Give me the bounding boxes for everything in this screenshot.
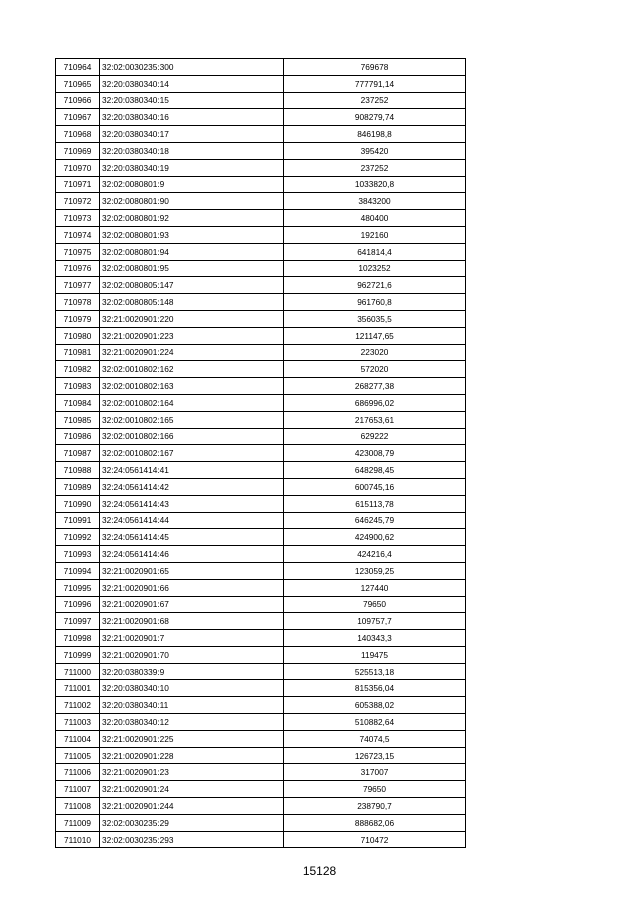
cell-id: 710992 — [56, 529, 100, 546]
cell-id: 710984 — [56, 394, 100, 411]
table-row — [56, 831, 466, 848]
cell-value: 815356,04 — [284, 680, 466, 697]
table-row — [56, 75, 466, 92]
cell-value: 615113,78 — [284, 495, 466, 512]
cell-value: 424216,4 — [284, 546, 466, 563]
cell-value: 126723,15 — [284, 747, 466, 764]
cell-cadastral-number: 32:21:0020901:24 — [100, 781, 284, 798]
cell-value: 888682,06 — [284, 814, 466, 831]
table-row — [56, 495, 466, 512]
cell-id: 710972 — [56, 193, 100, 210]
cell-id: 710973 — [56, 210, 100, 227]
table-row — [56, 59, 466, 76]
cell-cadastral-number: 32:02:0030235:29 — [100, 814, 284, 831]
cell-id: 711006 — [56, 764, 100, 781]
cell-value: 605388,02 — [284, 697, 466, 714]
cell-value: 1033820,8 — [284, 176, 466, 193]
cell-id: 711007 — [56, 781, 100, 798]
cell-id: 710986 — [56, 428, 100, 445]
table-row — [56, 529, 466, 546]
table-row — [56, 210, 466, 227]
cell-value: 1023252 — [284, 260, 466, 277]
cell-value: 962721,6 — [284, 277, 466, 294]
cell-id: 710989 — [56, 478, 100, 495]
cell-value: 223020 — [284, 344, 466, 361]
cell-cadastral-number: 32:02:0010802:165 — [100, 411, 284, 428]
page-number: 15128 — [302, 864, 337, 878]
cell-cadastral-number: 32:02:0080801:9 — [100, 176, 284, 193]
table-row — [56, 142, 466, 159]
table-row — [56, 798, 466, 815]
cell-id: 710988 — [56, 462, 100, 479]
cell-value: 480400 — [284, 210, 466, 227]
cell-cadastral-number: 32:24:0561414:42 — [100, 478, 284, 495]
cell-id: 710965 — [56, 75, 100, 92]
cell-value: 648298,45 — [284, 462, 466, 479]
cell-cadastral-number: 32:02:0080801:94 — [100, 243, 284, 260]
cell-id: 710977 — [56, 277, 100, 294]
table-row — [56, 646, 466, 663]
cell-cadastral-number: 32:02:0080805:148 — [100, 294, 284, 311]
cell-cadastral-number: 32:02:0010802:164 — [100, 394, 284, 411]
cell-value: 424900,62 — [284, 529, 466, 546]
cell-value: 646245,79 — [284, 512, 466, 529]
cell-cadastral-number: 32:20:0380340:15 — [100, 92, 284, 109]
cell-value: 268277,38 — [284, 378, 466, 395]
cell-cadastral-number: 32:21:0020901:220 — [100, 310, 284, 327]
table-row — [56, 159, 466, 176]
cell-cadastral-number: 32:21:0020901:67 — [100, 596, 284, 613]
cell-value: 641814,4 — [284, 243, 466, 260]
cell-cadastral-number: 32:24:0561414:43 — [100, 495, 284, 512]
table-row — [56, 478, 466, 495]
cell-id: 710978 — [56, 294, 100, 311]
cell-id: 710985 — [56, 411, 100, 428]
cell-value: 846198,8 — [284, 126, 466, 143]
cell-id: 710980 — [56, 327, 100, 344]
cell-id: 710969 — [56, 142, 100, 159]
table-row — [56, 361, 466, 378]
cell-cadastral-number: 32:20:0380340:19 — [100, 159, 284, 176]
cell-id: 710996 — [56, 596, 100, 613]
cell-cadastral-number: 32:20:0380340:17 — [100, 126, 284, 143]
cell-value: 572020 — [284, 361, 466, 378]
table-row — [56, 310, 466, 327]
table-row — [56, 462, 466, 479]
cell-id: 710987 — [56, 445, 100, 462]
cell-id: 711008 — [56, 798, 100, 815]
cell-cadastral-number: 32:24:0561414:41 — [100, 462, 284, 479]
cell-value: 79650 — [284, 596, 466, 613]
cell-cadastral-number: 32:21:0020901:68 — [100, 613, 284, 630]
cell-value: 908279,74 — [284, 109, 466, 126]
cell-value: 629222 — [284, 428, 466, 445]
cell-id: 710976 — [56, 260, 100, 277]
table-row — [56, 327, 466, 344]
table-row — [56, 697, 466, 714]
cell-id: 710997 — [56, 613, 100, 630]
cell-id: 710999 — [56, 646, 100, 663]
cell-cadastral-number: 32:24:0561414:45 — [100, 529, 284, 546]
table-row — [56, 630, 466, 647]
cell-value: 237252 — [284, 159, 466, 176]
table-body — [56, 59, 466, 848]
data-table — [55, 58, 466, 848]
table-row — [56, 394, 466, 411]
cell-value: 109757,7 — [284, 613, 466, 630]
cell-cadastral-number: 32:21:0020901:228 — [100, 747, 284, 764]
cell-cadastral-number: 32:20:0380340:14 — [100, 75, 284, 92]
cell-id: 711009 — [56, 814, 100, 831]
table-row — [56, 562, 466, 579]
cell-cadastral-number: 32:02:0010802:167 — [100, 445, 284, 462]
table-row — [56, 243, 466, 260]
cell-value: 192160 — [284, 226, 466, 243]
cell-value: 395420 — [284, 142, 466, 159]
cell-id: 710979 — [56, 310, 100, 327]
cell-value: 123059,25 — [284, 562, 466, 579]
cell-cadastral-number: 32:02:0010802:163 — [100, 378, 284, 395]
cell-cadastral-number: 32:21:0020901:225 — [100, 730, 284, 747]
table-row — [56, 411, 466, 428]
cell-value: 710472 — [284, 831, 466, 848]
cell-id: 710990 — [56, 495, 100, 512]
cell-cadastral-number: 32:02:0030235:300 — [100, 59, 284, 76]
table-row — [56, 378, 466, 395]
table-row — [56, 226, 466, 243]
cell-value: 74074,5 — [284, 730, 466, 747]
cell-cadastral-number: 32:21:0020901:23 — [100, 764, 284, 781]
cell-id: 710995 — [56, 579, 100, 596]
cell-value: 79650 — [284, 781, 466, 798]
cell-cadastral-number: 32:24:0561414:44 — [100, 512, 284, 529]
table-row — [56, 764, 466, 781]
cell-value: 769678 — [284, 59, 466, 76]
table-row — [56, 730, 466, 747]
cell-value: 510882,64 — [284, 714, 466, 731]
table-row — [56, 445, 466, 462]
cell-id: 710975 — [56, 243, 100, 260]
cell-id: 710964 — [56, 59, 100, 76]
cell-cadastral-number: 32:20:0380340:10 — [100, 680, 284, 697]
cell-value: 317007 — [284, 764, 466, 781]
table-row — [56, 814, 466, 831]
table-row — [56, 109, 466, 126]
cell-id: 710998 — [56, 630, 100, 647]
cell-cadastral-number: 32:02:0080801:92 — [100, 210, 284, 227]
cell-id: 710967 — [56, 109, 100, 126]
table-row — [56, 512, 466, 529]
cell-value: 600745,16 — [284, 478, 466, 495]
cell-cadastral-number: 32:21:0020901:65 — [100, 562, 284, 579]
table-row — [56, 596, 466, 613]
cell-id: 711005 — [56, 747, 100, 764]
cell-id: 711004 — [56, 730, 100, 747]
cell-id: 711000 — [56, 663, 100, 680]
cell-id: 711002 — [56, 697, 100, 714]
cell-cadastral-number: 32:21:0020901:223 — [100, 327, 284, 344]
cell-id: 711010 — [56, 831, 100, 848]
cell-value: 127440 — [284, 579, 466, 596]
table-row — [56, 126, 466, 143]
table-row — [56, 613, 466, 630]
cell-id: 710993 — [56, 546, 100, 563]
cell-cadastral-number: 32:21:0020901:70 — [100, 646, 284, 663]
cell-cadastral-number: 32:20:0380339:9 — [100, 663, 284, 680]
cell-id: 710983 — [56, 378, 100, 395]
cell-id: 710971 — [56, 176, 100, 193]
table-row — [56, 344, 466, 361]
table-row — [56, 260, 466, 277]
cell-cadastral-number: 32:20:0380340:16 — [100, 109, 284, 126]
cell-value: 238790,7 — [284, 798, 466, 815]
cell-id: 711001 — [56, 680, 100, 697]
cell-cadastral-number: 32:02:0080805:147 — [100, 277, 284, 294]
table-row — [56, 277, 466, 294]
cell-value: 356035,5 — [284, 310, 466, 327]
cell-value: 525513,18 — [284, 663, 466, 680]
cell-cadastral-number: 32:02:0010802:166 — [100, 428, 284, 445]
cell-id: 710981 — [56, 344, 100, 361]
table-row — [56, 546, 466, 563]
cell-value: 686996,02 — [284, 394, 466, 411]
cell-cadastral-number: 32:20:0380340:11 — [100, 697, 284, 714]
cell-value: 423008,79 — [284, 445, 466, 462]
table-row — [56, 428, 466, 445]
cell-cadastral-number: 32:21:0020901:224 — [100, 344, 284, 361]
cell-cadastral-number: 32:20:0380340:12 — [100, 714, 284, 731]
cell-value: 237252 — [284, 92, 466, 109]
table-row — [56, 92, 466, 109]
table-row — [56, 294, 466, 311]
cell-id: 710968 — [56, 126, 100, 143]
cell-cadastral-number: 32:02:0010802:162 — [100, 361, 284, 378]
cell-cadastral-number: 32:02:0080801:93 — [100, 226, 284, 243]
table-row — [56, 663, 466, 680]
cell-cadastral-number: 32:21:0020901:7 — [100, 630, 284, 647]
cell-id: 710991 — [56, 512, 100, 529]
cell-value: 3843200 — [284, 193, 466, 210]
table-row — [56, 176, 466, 193]
cell-cadastral-number: 32:24:0561414:46 — [100, 546, 284, 563]
table-row — [56, 781, 466, 798]
table-row — [56, 714, 466, 731]
cell-value: 121147,65 — [284, 327, 466, 344]
cell-id: 710974 — [56, 226, 100, 243]
cell-cadastral-number: 32:21:0020901:244 — [100, 798, 284, 815]
cell-id: 710966 — [56, 92, 100, 109]
cell-cadastral-number: 32:20:0380340:18 — [100, 142, 284, 159]
table-row — [56, 579, 466, 596]
table-row — [56, 747, 466, 764]
cell-cadastral-number: 32:02:0080801:95 — [100, 260, 284, 277]
cell-value: 777791,14 — [284, 75, 466, 92]
cell-id: 710994 — [56, 562, 100, 579]
cell-id: 711003 — [56, 714, 100, 731]
table-row — [56, 193, 466, 210]
table-row — [56, 680, 466, 697]
cell-value: 217653,61 — [284, 411, 466, 428]
cell-cadastral-number: 32:21:0020901:66 — [100, 579, 284, 596]
cell-cadastral-number: 32:02:0080801:90 — [100, 193, 284, 210]
cell-cadastral-number: 32:02:0030235:293 — [100, 831, 284, 848]
cell-id: 710970 — [56, 159, 100, 176]
cell-id: 710982 — [56, 361, 100, 378]
cell-value: 961760,8 — [284, 294, 466, 311]
cell-value: 140343,3 — [284, 630, 466, 647]
cell-value: 119475 — [284, 646, 466, 663]
